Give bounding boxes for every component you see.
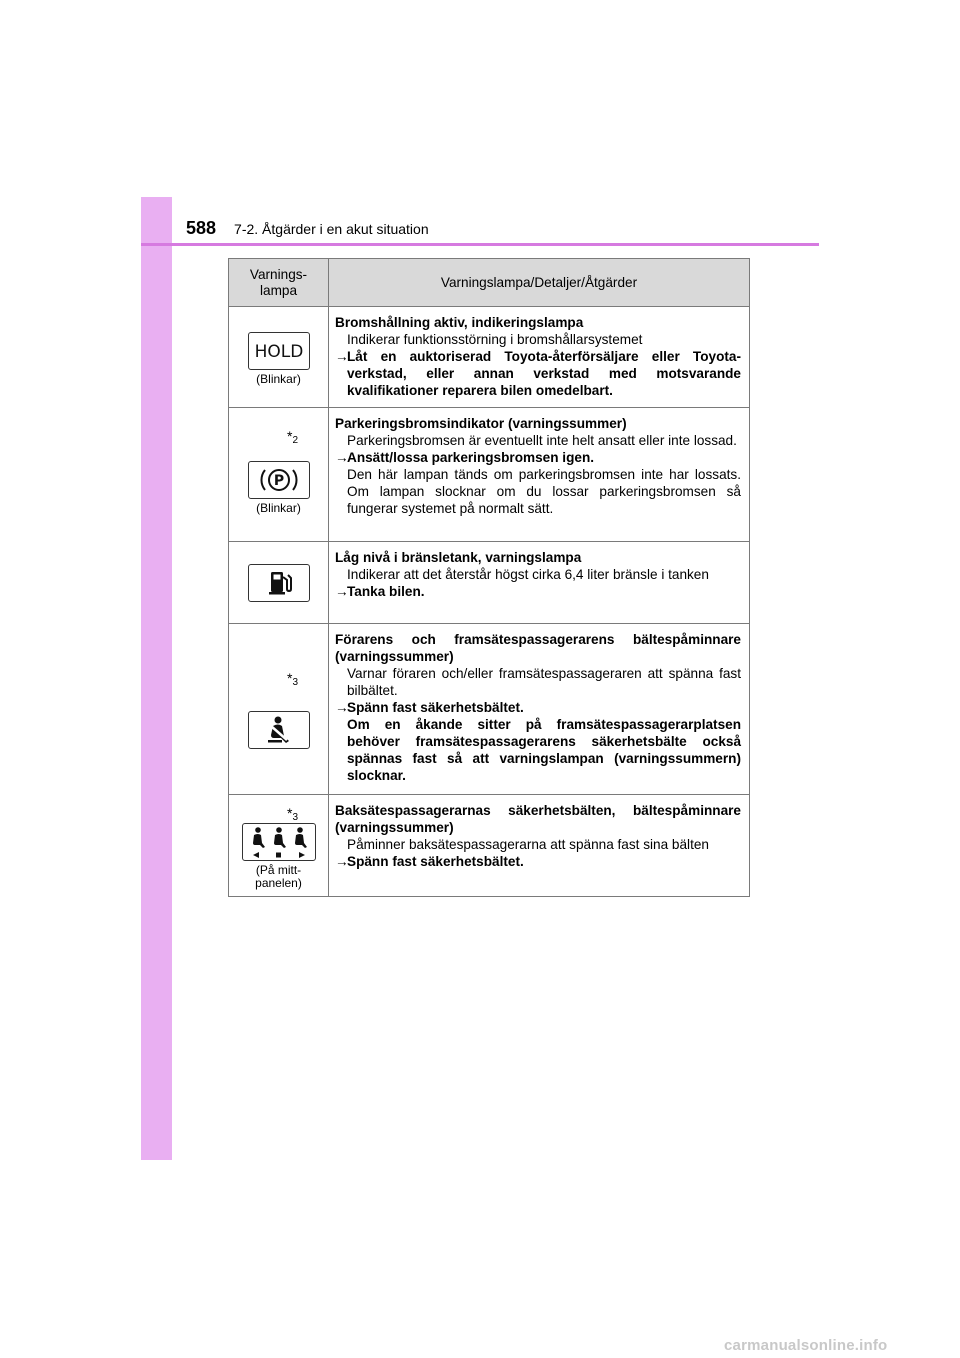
details-cell <box>329 542 750 624</box>
lamp-cell <box>229 307 329 408</box>
table-row <box>229 408 750 542</box>
header-rule <box>141 243 819 246</box>
arrow-icon: → <box>335 700 349 715</box>
lamp-note: (Blinkar) <box>256 372 301 386</box>
footnote-marker: $*_3$ <box>286 670 298 688</box>
arrow-icon: → <box>335 584 349 599</box>
lamp-action: → Låt en auktoriserad Toyota-återförsäljare eller Toyota-verkstad, eller annan verkstad med motsvarande kvalifikationer reparera bilen omedelbart. <box>335 349 741 398</box>
arrow-icon: → <box>335 854 349 869</box>
lamp-extra-info: Den här lampan tänds om parkeringsbromsen inte har lossats. Om lampan slocknar om du lossar parkeringsbromsen så fungerar systemet på normalt sätt. <box>347 467 741 516</box>
lamp-action: → Ansätt/lossa parkeringsbromsen igen. <box>335 450 595 465</box>
warning-lamp-table <box>228 258 750 897</box>
footnote-marker: $*_2$ <box>286 428 298 446</box>
seatbelt-icon <box>248 711 310 749</box>
lamp-action: → Spänn fast säkerhetsbältet. <box>335 854 524 869</box>
lamp-cell <box>229 795 329 897</box>
details-cell <box>329 408 750 542</box>
hold-icon <box>248 332 310 370</box>
col-header-lamp: Varnings- lampa <box>229 259 329 307</box>
lamp-description: Parkeringsbromsen är eventuellt inte helt ansatt eller inte lossad. <box>347 433 737 448</box>
details-cell <box>329 307 750 408</box>
details-cell <box>329 795 750 897</box>
footnote-marker: $*_3$ <box>286 805 298 823</box>
lamp-description: Indikerar att det återstår högst cirka 6,4 liter bränsle i tanken <box>347 567 709 582</box>
chapter-sidebar-tab <box>141 197 172 1160</box>
lamp-cell <box>229 408 329 542</box>
table-row <box>229 307 750 408</box>
lamp-title: Bromshållning aktiv, indikeringslampa <box>335 315 584 330</box>
details-cell <box>329 624 750 795</box>
lamp-action: → Spänn fast säkerhetsbältet. <box>335 700 524 715</box>
table-row <box>229 542 750 624</box>
lamp-cell <box>229 542 329 624</box>
table-header-row <box>229 259 750 307</box>
table-row <box>229 795 750 897</box>
lamp-extra-info: Om en åkande sitter på framsätespassagerarplatsen behöver framsätespassagerarens säkerhetsbälte också spännas fast så att varningslampan (varningssummern) slocknar. <box>347 717 741 783</box>
lamp-cell <box>229 624 329 795</box>
watermark: carmanualsonline.info <box>724 1337 888 1354</box>
arrow-icon: → <box>335 450 349 465</box>
page-header <box>186 218 429 239</box>
lamp-title: Förarens och framsätespassagerarens bältespåminnare (varningssummer) <box>335 632 741 664</box>
arrow-icon: → <box>335 349 349 364</box>
svg-text:P: P <box>273 472 284 489</box>
lamp-title: Baksätespassagerarnas säkerhetsbälten, bältespåminnare (varningssummer) <box>335 803 741 835</box>
lamp-description: Varnar föraren och/eller framsätespassageraren att spänna fast bilbältet. <box>347 666 741 698</box>
hold-icon-text: HOLD <box>254 342 303 362</box>
fuel-pump-icon <box>248 564 310 602</box>
lamp-description: Påminner baksätespassagerarna att spänna fast sina bälten <box>347 837 709 852</box>
rear-seatbelts-icon <box>242 823 316 861</box>
page-number: 588 <box>186 218 217 238</box>
lamp-action: → Tanka bilen. <box>335 584 425 599</box>
table-row <box>229 624 750 795</box>
lamp-description: Indikerar funktionsstörning i bromshållarsystemet <box>347 332 643 347</box>
section-title: 7-2. Åtgärder i en akut situation <box>234 221 429 237</box>
lamp-title: Låg nivå i bränsletank, varningslampa <box>335 550 582 565</box>
lamp-title: Parkeringsbromsindikator (varningssummer) <box>335 416 627 431</box>
col-header-details: Varningslampa/Detaljer/Åtgärder <box>329 259 750 307</box>
parking-brake-icon <box>248 461 310 499</box>
lamp-note: (Blinkar) <box>256 500 301 515</box>
lamp-note: (På mitt- panelen) <box>255 863 302 890</box>
